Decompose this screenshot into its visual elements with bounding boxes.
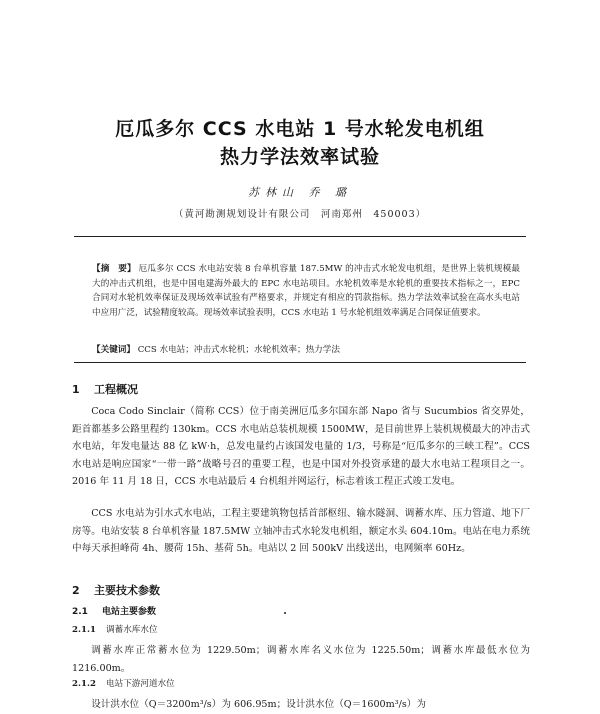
top-divider bbox=[74, 236, 526, 237]
section-2-title: 主要技术参数 bbox=[94, 584, 160, 597]
subsection-2-1-2-text: 设计洪水位（Q＝3200m³/s）为 606.95m；设计洪水位（Q＝1600m³/s）为 bbox=[91, 699, 426, 710]
paper-authors: 苏林山 乔 璐 bbox=[248, 186, 352, 199]
abstract-label: 【摘 要】 bbox=[92, 264, 136, 274]
subsection-2-1-1-heading bbox=[72, 623, 158, 635]
keywords-text: CCS 水电站；冲击式水轮机；水轮机效率；热力学法 bbox=[137, 345, 340, 355]
section-1-number: 1 bbox=[72, 383, 80, 396]
keywords-label: 【关键词】 bbox=[92, 345, 135, 355]
paper-title-line-2: 热力学法效率试验 bbox=[219, 146, 380, 168]
keywords bbox=[92, 343, 520, 357]
section-1-paragraph-1: Coca Codo Sinclair（简称 CCS）位于南美洲厄瓜多尔国东部 Napo 省与 Sucumbios 省交界处，距首都基多公路里程约 130km。CCS 水电站总装机规模 1500MW，是目前世界上装机规模最大的冲击式水电站，年发电量达 88 亿 kW·h，总发电量约占该国发电量的 1/3，号称是“厄瓜多尔的三峡工程”。CCS 水电站是响应国家“一带一路”战略号召的重要工程，也是中国对外投资承建的最大水电站工程项目之一。2016 年 11 月 18 日，CCS 水电站最后 4 台机组并网运行，标志着该工程正式竣工发电。 bbox=[72, 406, 530, 488]
section-1-title: 工程概况 bbox=[94, 383, 138, 396]
stray-mark bbox=[284, 612, 286, 614]
subsection-2-1-2-heading bbox=[72, 677, 175, 689]
paper-affiliation: （黄河勘测规划设计有限公司 河南郑州 450003） bbox=[173, 209, 427, 220]
subsection-2-1-heading bbox=[72, 604, 156, 617]
subsection-2-1-2-number: 2.1.2 bbox=[72, 679, 96, 689]
subsection-2-1-1-text: 调蓄水库正常蓄水位为 1229.50m；调蓄水库名义水位为 1225.50m；调蓄水库最低水位为 1216.00m。 bbox=[72, 645, 530, 674]
subsection-2-1-2-title: 电站下游河道水位 bbox=[106, 679, 175, 689]
section-1-paragraph-2: CCS 水电站为引水式水电站，工程主要建筑物包括首部枢纽、输水隧洞、调蓄水库、压力管道、地下厂房等。电站安装 8 台单机容量 187.5MW 立轴冲击式水轮发电机组，额定水头 604.10m。电站在电力系统中每天承担峰荷 4h、腰荷 15h、基荷 5h。电站以 2 回 500kV 出线送出，电网频率 60Hz。 bbox=[72, 508, 530, 555]
subsection-2-1-1-title: 调蓄水库水位 bbox=[106, 625, 158, 635]
abstract bbox=[92, 262, 520, 320]
abstract-text: 厄瓜多尔 CCS 水电站安装 8 台单机容量 187.5MW 的冲击式水轮发电机组，是世界上装机规模最大的冲击式机组，也是中国电建海外最大的 EPC 水电站项目。水轮机效率是水轮机的重要技术指标之一，EPC 合同对水轮机效率保证及现场效率试验有严格要求，并规定有相应的罚款指标。热力学法效率试验在高水头电站中应用广泛，试验精度较高。现场效率试验表明，CCS 水电站 1 号水轮机组效率满足合同保证值要求。 bbox=[92, 264, 520, 318]
paper-title-line-1: 厄瓜多尔 CCS 水电站 1 号水轮发电机组 bbox=[115, 118, 485, 140]
section-2-heading bbox=[72, 582, 160, 598]
section-2-number: 2 bbox=[72, 584, 80, 597]
subsection-2-1-1-number: 2.1.1 bbox=[72, 625, 96, 635]
bottom-divider bbox=[74, 362, 526, 363]
subsection-2-1-title: 电站主要参数 bbox=[102, 607, 157, 617]
subsection-2-1-number: 2.1 bbox=[72, 607, 88, 617]
section-1-heading bbox=[72, 381, 138, 397]
